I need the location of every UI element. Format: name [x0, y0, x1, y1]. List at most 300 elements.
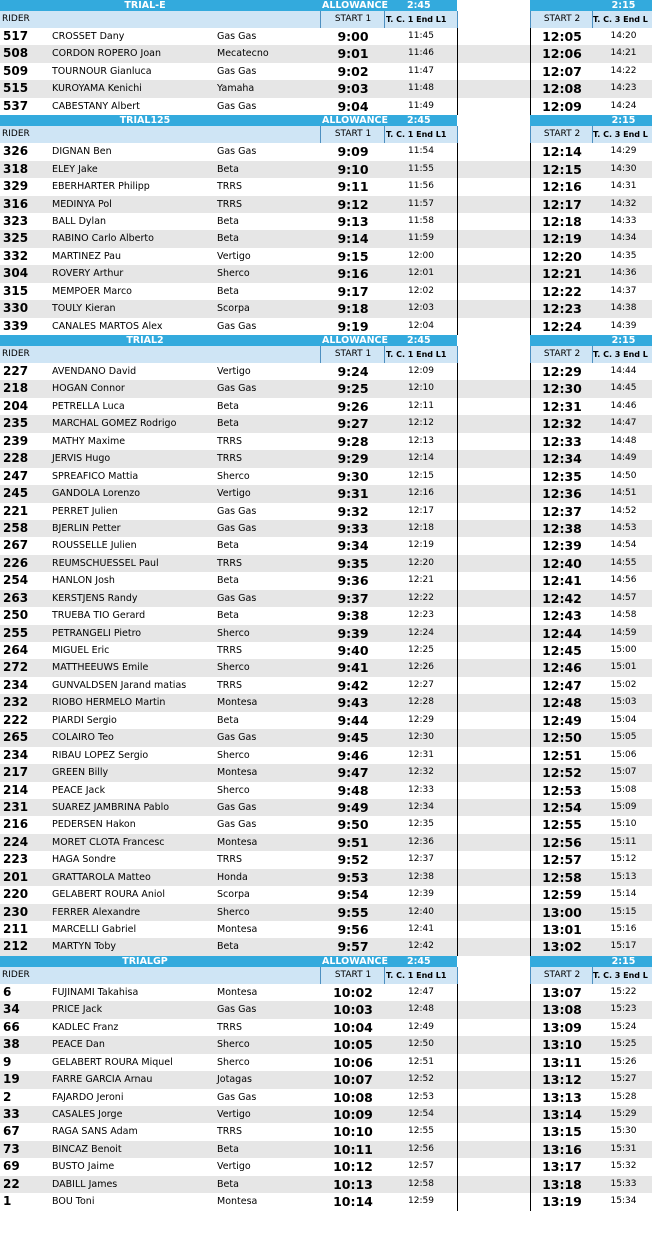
rider-row — [0, 1141, 652, 1158]
tc1-time: 12:20 — [408, 557, 434, 568]
row-divider — [530, 300, 531, 317]
tc1-time: 11:48 — [408, 83, 434, 94]
header-tc3: T. C. 3 End L — [593, 970, 648, 980]
start1-time: 9:36 — [337, 573, 369, 589]
allowance-value-2: 2:15 — [611, 955, 636, 967]
header-divider — [457, 11, 458, 28]
header-rider: RIDER — [2, 349, 30, 359]
rider-row — [0, 196, 652, 213]
start2-time: 13:14 — [542, 1106, 582, 1122]
rider-team: Gas Gas — [217, 383, 257, 395]
start1-time: 9:40 — [337, 643, 369, 658]
rider-name: MEDINYA Pol — [52, 198, 112, 210]
row-divider — [457, 520, 458, 537]
rider-number: 234 — [3, 677, 29, 692]
rider-name: FAJARDO Jeroni — [52, 1091, 124, 1103]
rider-name: GELABERT ROURA Miquel — [52, 1056, 173, 1068]
allowance-value-2: 2:15 — [611, 335, 636, 346]
tc3-time: 14:59 — [610, 627, 637, 638]
tc1-time: 12:52 — [408, 1074, 434, 1085]
header-divider — [457, 346, 458, 363]
tc1-time: 11:46 — [408, 48, 434, 59]
row-divider — [457, 363, 458, 380]
tc1-time: 12:16 — [408, 488, 434, 499]
row-divider — [457, 659, 458, 676]
start2-time: 13:08 — [542, 1002, 582, 1018]
row-divider — [530, 230, 531, 247]
start1-time: 9:43 — [337, 695, 369, 711]
row-divider — [530, 921, 531, 938]
start2-time: 12:29 — [542, 364, 582, 379]
row-divider — [457, 607, 458, 624]
rider-name: BINCAZ Benoit — [52, 1143, 122, 1155]
row-divider — [457, 196, 458, 213]
start1-time: 9:09 — [337, 144, 369, 160]
start2-time: 12:09 — [542, 98, 582, 114]
rider-row — [0, 450, 652, 467]
header-divider — [320, 126, 321, 143]
start2-time: 12:15 — [542, 161, 582, 177]
row-divider — [457, 1123, 458, 1140]
rider-row — [0, 1019, 652, 1036]
start2-time: 13:10 — [542, 1037, 582, 1053]
rider-row — [0, 230, 652, 247]
tc3-time: 14:56 — [610, 575, 637, 586]
header-start1: START 1 — [334, 14, 372, 24]
rider-number: 258 — [3, 520, 29, 535]
row-divider — [457, 433, 458, 450]
tc1-time: 12:10 — [408, 383, 434, 394]
rider-number: 34 — [3, 1002, 20, 1017]
tc1-time: 12:32 — [408, 767, 434, 778]
rider-name: MARCHAL GOMEZ Rodrigo — [52, 418, 177, 430]
header-gap — [458, 11, 530, 28]
rider-row — [0, 677, 652, 694]
row-divider — [457, 98, 458, 115]
rider-row — [0, 363, 652, 380]
tc3-time: 15:11 — [610, 836, 637, 847]
row-divider — [457, 1193, 458, 1210]
row-divider — [457, 265, 458, 282]
start1-time: 9:45 — [337, 730, 369, 746]
column-header-row — [0, 346, 652, 363]
row-divider — [457, 398, 458, 415]
tc3-time: 15:31 — [610, 1143, 637, 1154]
tc3-time: 15:26 — [610, 1056, 637, 1067]
row-divider — [530, 1176, 531, 1193]
rider-name: SPREAFICO Mattia — [52, 470, 139, 482]
rider-number: 214 — [3, 782, 29, 797]
rider-number: 1 — [3, 1194, 12, 1209]
start1-time: 10:13 — [333, 1176, 373, 1192]
rider-name: GRATTAROLA Matteo — [52, 871, 151, 883]
rider-team: Mecatecno — [217, 48, 269, 60]
start1-time: 10:05 — [333, 1037, 373, 1053]
rider-number: 235 — [3, 416, 29, 431]
rider-number: 272 — [3, 660, 29, 675]
tc3-time: 14:32 — [610, 198, 637, 209]
header-start2: START 2 — [543, 129, 581, 140]
row-divider — [530, 642, 531, 659]
row-divider — [457, 1141, 458, 1158]
tc1-time: 12:47 — [408, 986, 434, 997]
tc1-time: 12:58 — [408, 1178, 434, 1189]
row-divider — [457, 380, 458, 397]
column-header-row — [0, 126, 652, 143]
row-divider — [457, 1071, 458, 1088]
rider-number: 316 — [3, 196, 29, 211]
section-title-bar — [0, 0, 652, 11]
rider-name: COLAIRO Teo — [52, 732, 114, 744]
tc3-time: 15:07 — [610, 767, 637, 778]
row-divider — [530, 747, 531, 764]
start1-time: 9:33 — [337, 520, 369, 536]
rider-name: FARRE GARCIA Arnau — [52, 1074, 153, 1086]
tc3-time: 14:39 — [610, 320, 637, 331]
rider-number: 230 — [3, 904, 29, 919]
tc1-time: 12:17 — [408, 505, 434, 516]
start1-time: 9:47 — [337, 765, 369, 781]
start2-time: 12:39 — [542, 538, 582, 554]
tc3-time: 14:35 — [610, 250, 637, 261]
rider-name: REUMSCHUESSEL Paul — [52, 557, 159, 569]
row-divider — [457, 642, 458, 659]
start2-time: 13:19 — [542, 1194, 582, 1210]
rider-name: HOGAN Connor — [52, 383, 125, 395]
row-divider — [457, 300, 458, 317]
start1-time: 9:32 — [337, 503, 369, 519]
rider-number: 517 — [3, 29, 29, 43]
header-divider — [530, 126, 531, 143]
start2-time: 12:35 — [542, 468, 582, 484]
start2-time: 12:21 — [542, 266, 582, 282]
rider-number: 318 — [3, 161, 29, 176]
start2-time: 12:42 — [542, 590, 582, 606]
header-divider — [530, 967, 531, 984]
row-divider — [530, 178, 531, 195]
tc1-time: 12:31 — [408, 749, 434, 760]
row-divider — [530, 318, 531, 335]
rider-row — [0, 63, 652, 80]
rider-name: PETRANGELI Pietro — [52, 627, 142, 639]
rider-number: 245 — [3, 486, 29, 501]
rider-team: Beta — [217, 714, 239, 726]
rider-row — [0, 1158, 652, 1175]
rider-team: Gas Gas — [217, 65, 257, 77]
tc3-time: 14:49 — [610, 453, 637, 464]
rider-number: 255 — [3, 625, 29, 640]
rider-row — [0, 984, 652, 1001]
tc1-time: 12:28 — [408, 697, 434, 708]
start1-time: 9:14 — [337, 231, 369, 247]
rider-team: TRRS — [217, 198, 243, 210]
rider-name: AVENDANO David — [52, 366, 137, 377]
rider-name: PRICE Jack — [52, 1004, 103, 1016]
start1-time: 9:10 — [337, 161, 369, 177]
rider-name: CASALES Jorge — [52, 1108, 123, 1120]
rider-number: 33 — [3, 1106, 20, 1121]
row-divider — [457, 1176, 458, 1193]
tc3-time: 14:45 — [610, 383, 637, 394]
rider-row — [0, 28, 652, 45]
tc3-time: 14:53 — [610, 522, 637, 533]
rider-name: HAGA Sondre — [52, 854, 116, 866]
rider-row — [0, 300, 652, 317]
rider-number: 38 — [3, 1037, 20, 1052]
rider-name: BALL Dylan — [52, 215, 107, 227]
start1-time: 9:39 — [337, 625, 369, 641]
rider-number: 537 — [3, 98, 29, 113]
row-divider — [530, 363, 531, 380]
row-divider — [530, 1106, 531, 1123]
start1-time: 9:51 — [337, 834, 369, 850]
rider-row — [0, 1176, 652, 1193]
header-rider: RIDER — [2, 969, 30, 980]
rider-team: Sherco — [217, 749, 250, 761]
row-divider — [530, 984, 531, 1001]
start1-time: 10:03 — [333, 1002, 373, 1018]
tc3-time: 14:21 — [610, 48, 637, 59]
row-divider — [530, 851, 531, 868]
row-divider — [530, 938, 531, 955]
start1-time: 9:31 — [337, 486, 369, 502]
header-divider — [384, 11, 385, 28]
rider-team: Beta — [217, 233, 239, 245]
row-divider — [457, 694, 458, 711]
row-divider — [530, 659, 531, 676]
start1-time: 9:26 — [337, 398, 369, 414]
rider-number: 212 — [3, 939, 29, 954]
rider-name: PEDERSEN Hakon — [52, 819, 136, 831]
rider-row — [0, 1001, 652, 1018]
tc3-time: 15:13 — [610, 871, 637, 882]
rider-name: RAGA SANS Adam — [52, 1126, 138, 1138]
rider-team: Sherco — [217, 268, 250, 280]
rider-team: TRRS — [217, 1126, 243, 1138]
rider-name: GELABERT ROURA Aniol — [52, 889, 166, 901]
rider-team: Vertigo — [217, 250, 251, 262]
rider-team: TRRS — [217, 453, 243, 465]
header-divider — [530, 11, 531, 28]
row-divider — [530, 503, 531, 520]
row-divider — [457, 904, 458, 921]
rider-row — [0, 1054, 652, 1071]
tc1-time: 12:54 — [408, 1108, 434, 1119]
start1-time: 9:54 — [337, 887, 369, 903]
tc3-time: 14:58 — [610, 610, 637, 621]
start1-time: 10:09 — [333, 1106, 373, 1122]
tc1-time: 12:01 — [408, 268, 434, 279]
tc1-time: 12:42 — [408, 941, 434, 952]
row-divider — [530, 80, 531, 97]
rider-number: 234 — [3, 747, 29, 762]
tc1-time: 12:09 — [408, 366, 434, 376]
rider-number: 326 — [3, 144, 29, 159]
start1-time: 10:07 — [333, 1072, 373, 1088]
rider-team: Beta — [217, 215, 239, 227]
row-divider — [457, 537, 458, 554]
row-divider — [457, 869, 458, 886]
tc1-time: 12:25 — [408, 645, 434, 655]
tc3-time: 15:09 — [610, 801, 637, 812]
rider-number: 204 — [3, 398, 29, 413]
rider-team: Montesa — [217, 986, 258, 998]
rider-team: Gas Gas — [217, 522, 257, 534]
start2-time: 12:36 — [542, 486, 582, 502]
tc3-time: 14:22 — [610, 65, 637, 76]
start2-time: 12:34 — [542, 451, 582, 467]
row-divider — [457, 143, 458, 160]
start1-time: 9:02 — [337, 63, 369, 79]
rider-name: MATTHEEUWS Emile — [52, 662, 149, 674]
start1-time: 9:53 — [337, 869, 369, 885]
row-divider — [457, 80, 458, 97]
start2-time: 12:14 — [542, 144, 582, 160]
start2-time: 12:16 — [542, 179, 582, 195]
row-divider — [457, 625, 458, 642]
start2-time: 12:05 — [542, 29, 582, 44]
row-divider — [530, 572, 531, 589]
rider-team: Gas Gas — [217, 100, 257, 112]
column-gap — [457, 115, 530, 126]
rider-row — [0, 143, 652, 160]
header-tc3: T. C. 3 End L — [593, 15, 648, 24]
start1-time: 9:41 — [337, 660, 369, 676]
tc3-time: 15:28 — [610, 1091, 637, 1102]
start2-time: 12:40 — [542, 555, 582, 571]
tc3-time: 14:55 — [610, 557, 637, 568]
tc3-time: 14:44 — [610, 366, 637, 376]
rider-number: 232 — [3, 695, 29, 710]
tc3-time: 14:23 — [610, 83, 637, 94]
rider-name: PEACE Dan — [52, 1039, 105, 1051]
rider-number: 73 — [3, 1141, 20, 1156]
row-divider — [457, 415, 458, 432]
rider-row — [0, 816, 652, 833]
header-divider — [592, 346, 593, 363]
tc1-time: 12:22 — [408, 592, 434, 603]
start2-time: 13:11 — [542, 1054, 582, 1070]
rider-row — [0, 590, 652, 607]
row-divider — [530, 590, 531, 607]
rider-team: TRRS — [217, 645, 243, 656]
row-divider — [530, 729, 531, 746]
tc1-time: 12:02 — [408, 285, 434, 296]
rider-team: Vertigo — [217, 1108, 251, 1120]
header-gap — [458, 346, 530, 363]
rider-team: Sherco — [217, 662, 250, 674]
start1-time: 9:44 — [337, 712, 369, 728]
rider-team: Sherco — [217, 470, 250, 482]
tc3-time: 15:14 — [610, 889, 637, 900]
tc3-time: 15:22 — [610, 986, 637, 997]
start2-time: 12:41 — [542, 573, 582, 589]
rider-row — [0, 80, 652, 97]
start2-time: 12:24 — [542, 318, 582, 334]
rider-team: Scorpa — [217, 889, 250, 901]
header-divider — [320, 967, 321, 984]
rider-team: Beta — [217, 163, 239, 175]
start2-time: 12:47 — [542, 677, 582, 693]
tc3-time: 15:06 — [610, 749, 637, 760]
header-divider — [592, 11, 593, 28]
tc3-time: 14:20 — [610, 31, 637, 41]
start2-time: 12:59 — [542, 887, 582, 903]
rider-number: 231 — [3, 799, 29, 814]
tc1-time: 12:55 — [408, 1126, 434, 1137]
start1-time: 9:37 — [337, 590, 369, 606]
tc1-time: 12:29 — [408, 714, 434, 725]
start2-time: 12:45 — [542, 643, 582, 658]
rider-team: Sherco — [217, 906, 250, 918]
tc3-time: 15:17 — [610, 941, 637, 952]
rider-name: PERRET Julien — [52, 505, 118, 517]
rider-name: MARTYN Toby — [52, 941, 116, 953]
rider-name: MARTINEZ Pau — [52, 250, 121, 262]
tc1-time: 12:24 — [408, 627, 434, 638]
section-name: TRIAL2 — [126, 335, 164, 346]
tc1-time: 12:19 — [408, 540, 434, 551]
row-divider — [530, 1123, 531, 1140]
start2-time: 12:55 — [542, 817, 582, 833]
rider-row — [0, 45, 652, 62]
rider-row — [0, 782, 652, 799]
rider-row — [0, 851, 652, 868]
rider-row — [0, 485, 652, 502]
rider-row — [0, 415, 652, 432]
start2-time: 12:43 — [542, 608, 582, 624]
tc1-time: 12:53 — [408, 1091, 434, 1102]
rider-row — [0, 161, 652, 178]
tc3-time: 15:16 — [610, 924, 637, 934]
rider-number: 22 — [3, 1176, 20, 1191]
tc1-time: 12:00 — [408, 250, 434, 261]
rider-number: 265 — [3, 730, 29, 745]
rider-number: 221 — [3, 503, 29, 518]
header-tc1: T. C. 1 End L1 — [386, 130, 447, 140]
rider-team: Honda — [217, 871, 248, 883]
row-divider — [530, 869, 531, 886]
start2-time: 12:23 — [542, 301, 582, 317]
column-header-row — [0, 967, 652, 984]
start1-time: 10:11 — [333, 1141, 373, 1157]
header-start1: START 1 — [334, 349, 372, 359]
tc1-time: 12:40 — [408, 906, 434, 917]
rider-team: TRRS — [217, 181, 243, 193]
tc1-time: 12:57 — [408, 1161, 434, 1172]
rider-row — [0, 886, 652, 903]
row-divider — [530, 1054, 531, 1071]
rider-number: 254 — [3, 573, 29, 588]
start1-time: 9:35 — [337, 555, 369, 571]
row-divider — [457, 782, 458, 799]
start2-time: 12:46 — [542, 660, 582, 676]
rider-name: ROUSSELLE Julien — [52, 540, 137, 552]
row-divider — [457, 572, 458, 589]
row-divider — [457, 503, 458, 520]
tc1-time: 11:55 — [408, 163, 434, 174]
allowance-value: 2:45 — [407, 115, 431, 127]
tc1-time: 12:12 — [408, 418, 434, 429]
rider-row — [0, 904, 652, 921]
header-tc1: T. C. 1 End L1 — [386, 350, 447, 359]
tc1-time: 12:11 — [408, 400, 434, 411]
rider-team: Sherco — [217, 1039, 250, 1051]
rider-number: 247 — [3, 468, 29, 483]
rider-name: PEACE Jack — [52, 784, 106, 796]
row-divider — [530, 886, 531, 903]
row-divider — [530, 1158, 531, 1175]
